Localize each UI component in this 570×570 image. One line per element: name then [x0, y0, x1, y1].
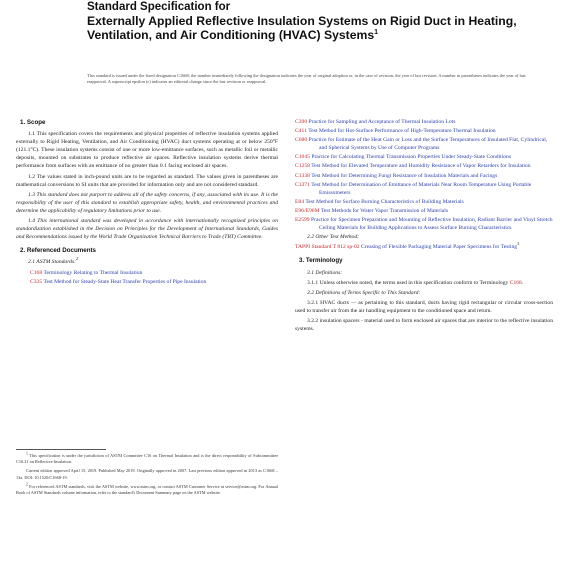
reference-title[interactable]: Test Method for Determination of Emittance of Materials Near Room Temperature Using Portable Emissometers [311, 181, 532, 196]
referenced-heading: 2. Referenced Documents [20, 247, 96, 255]
reference-code[interactable]: C1258 [295, 163, 310, 170]
reference-item[interactable] [295, 127, 553, 135]
footnote-divider [16, 449, 106, 450]
reference-code[interactable]: E2599 [295, 217, 310, 224]
scope-1-2: 1.2 The values stated in inch-pound units are to be regarded as standard. The values given in parentheses are mathematical conversions to SI units that are provided for information only and are not considered standard. [16, 173, 278, 188]
reference-item[interactable] [16, 269, 278, 277]
reference-code[interactable]: TAPPI Standard T 812 sp-02 [295, 244, 360, 251]
reference-code[interactable]: C1045 [295, 154, 310, 161]
reference-item[interactable] [295, 181, 553, 197]
other-method-label: 2.2 Other Test Method: [307, 234, 359, 241]
title-main: Externally Applied Reflective Insulation Systems on Rigid Duct in Heating, Ventilation, and Air Conditioning (HVAC) Systems$^1$ [87, 14, 517, 43]
astm-standards-label: 2.1 ASTM Standards:$^2$ [28, 256, 79, 266]
reference-title[interactable]: Terminology Relating to Thermal Insulation [43, 269, 143, 276]
reference-title[interactable]: Practice for Sampling and Acceptance of Thermal Insulation Lots [308, 119, 456, 125]
reference-item[interactable] [295, 198, 553, 206]
right-reference-list [295, 118, 553, 232]
title-prefix: Standard Specification for [87, 1, 231, 13]
reference-code[interactable]: C390 [295, 119, 308, 125]
term-3-2-1: 3.2.1 HVAC ducts — as pertaining to this standard, ducts having rigid rectangular or circular cross-section used to transfer air from the air handling equipment to the conditioned space and return. [295, 299, 553, 314]
scope-1-3: 1.3 This standard does not purport to address all of the safety concerns, if any, associated with its use. It is the responsibility of the user of this standard to establish appropriate safety, health, and environmental practices and determine the applicability of regulatory limitations prior to use. [16, 191, 278, 214]
footnote-2: 2 For referenced ASTM standards, visit the ASTM website, www.astm.org, or contact ASTM Customer Service at service@astm.org. For Annual Book of ASTM Standards volume information, refer to the standard's Document Summary page on the ASTM website. [16, 482, 278, 496]
footnotes [16, 449, 278, 499]
reference-item[interactable] [295, 162, 553, 170]
reference-title[interactable]: Test Methods for Water Vapor Transmission of Materials [320, 207, 449, 214]
reference-title[interactable]: Test Method for Hot-Surface Performance of High-Temperature Thermal Insulation [308, 128, 496, 135]
scope-1-4: 1.4 This international standard was developed in accordance with internationally recognized principles on standardization established in the Decision on Principles for the Development of International Standards, Guides and Recommendations issued by the World Trade Organization Technical Barriers to Trade (TBT) Committee. [16, 218, 278, 241]
reference-item[interactable] [295, 153, 553, 161]
reference-item[interactable] [295, 216, 553, 232]
reference-title[interactable]: Practice for Estimate of the Heat Gain or Loss and the Surface Temperatures of Insulated Flat, Cylindrical, and Spherical Systems by Use of Computer Programs [308, 137, 548, 152]
title-footnote-marker: 1 [374, 29, 379, 37]
left-reference-list [16, 269, 278, 286]
reference-title[interactable]: Practice for Specimen Preparation and Mounting of Reflective Insulation, Radiant Barrier and Vinyl Stretch Ceiling Materials for Building Applications to Assess Surface Burning Characteristics [311, 217, 553, 232]
reference-code[interactable]: C680 [295, 137, 308, 144]
reference-item[interactable] [295, 136, 553, 152]
term-3-2-2: 3.2.2 insulation spacers - material used to form enclosed air spaces that are interior to the reflective insulation systems. [295, 317, 553, 333]
reference-code[interactable]: C1371 [295, 181, 310, 188]
reference-item[interactable] [295, 172, 553, 180]
left-column [16, 117, 278, 287]
reference-code[interactable]: C168 [30, 269, 43, 276]
reference-title[interactable]: Practice for Calculating Thermal Transmission Properties Under Steady-State Conditions [311, 154, 512, 161]
footnote-edition: Current edition approved April 15, 2019. Published May 2019. Originally approved in 2007. Last previous edition approved in 2013 as C1668 – 13a. DOI: 10.1520/C1668-19. [16, 468, 278, 480]
reference-code[interactable]: C1338 [295, 172, 310, 179]
reference-code[interactable]: E96/E96M [295, 207, 320, 214]
reference-title[interactable]: Test Method for Elevated Temperature and Humidity Resistance of Vapor Retarders for Insulation [311, 163, 531, 170]
designation-notice: This standard is issued under the fixed designation C1668; the number immediately following the designation indicates the year of original adoption or, in the case of revision, the year of last revision. A number in parentheses indicates the year of last reapproval. A superscript epsilon (ε) indicates an editorial change since the last revision or reapproval. [87, 73, 526, 85]
reference-item[interactable]: TAPPI Standard T 812 sp-02 Creasing of Flexible Packaging Material Paper Specimens for Testing$^3$ [295, 241, 520, 251]
terminology-link[interactable]: C168 [509, 279, 522, 286]
document-title [87, 0, 547, 43]
reference-title[interactable]: Creasing of Flexible Packaging Material Paper Specimens for Testing [361, 244, 518, 251]
reference-code[interactable]: C411 [295, 128, 307, 135]
scope-1-1: 1.1 This specification covers the requirements and physical properties of reflective insulation systems applied externally to Rigid Heating, Ventilation, and Air Conditioning (HVAC) duct systems operating at or below 250°F (121.1°C). These insulation systems consist of one or more low-emittance surfaces, such as metallic foil or metallic deposits, mounted on substrates to produce reflective air spaces. Reflective insulation systems derive thermal performance from surfaces with an emittance of no greater than 0.1 facing enclosed air spaces. [16, 131, 278, 170]
reference-item[interactable] [16, 278, 278, 286]
reference-title[interactable]: Test Method for Steady-State Heat Transfer Properties of Pipe Insulation [43, 278, 207, 285]
reference-title[interactable]: Test Method for Determining Fungi Resistance of Insulation Materials and Facings [311, 172, 498, 179]
right-column [295, 118, 553, 335]
reference-item[interactable] [295, 207, 553, 215]
reference-title[interactable]: Test Method for Surface Burning Characteristics of Building Materials [305, 198, 464, 205]
definitions-label: 3.1 Definitions: [307, 269, 343, 276]
scope-heading: 1. Scope [20, 119, 46, 126]
reference-code[interactable]: C335 [30, 278, 43, 285]
footnote-1: 1 This specification is under the jurisdiction of ASTM Committee C16 on Thermal Insulation and is the direct responsibility of Subcommittee C16.21 on Reflective Insulation. [16, 451, 279, 465]
term-3-1-1: 3.1.1 Unless otherwise noted, the terms used in this specification conform to Terminology C168. [307, 279, 524, 286]
reference-item[interactable] [295, 118, 553, 126]
specific-terms-label: 3.2 Definitions of Terms Specific to This Standard: [307, 289, 421, 296]
reference-code[interactable]: E84 [295, 198, 305, 205]
terminology-heading: 3. Terminology [299, 257, 343, 265]
